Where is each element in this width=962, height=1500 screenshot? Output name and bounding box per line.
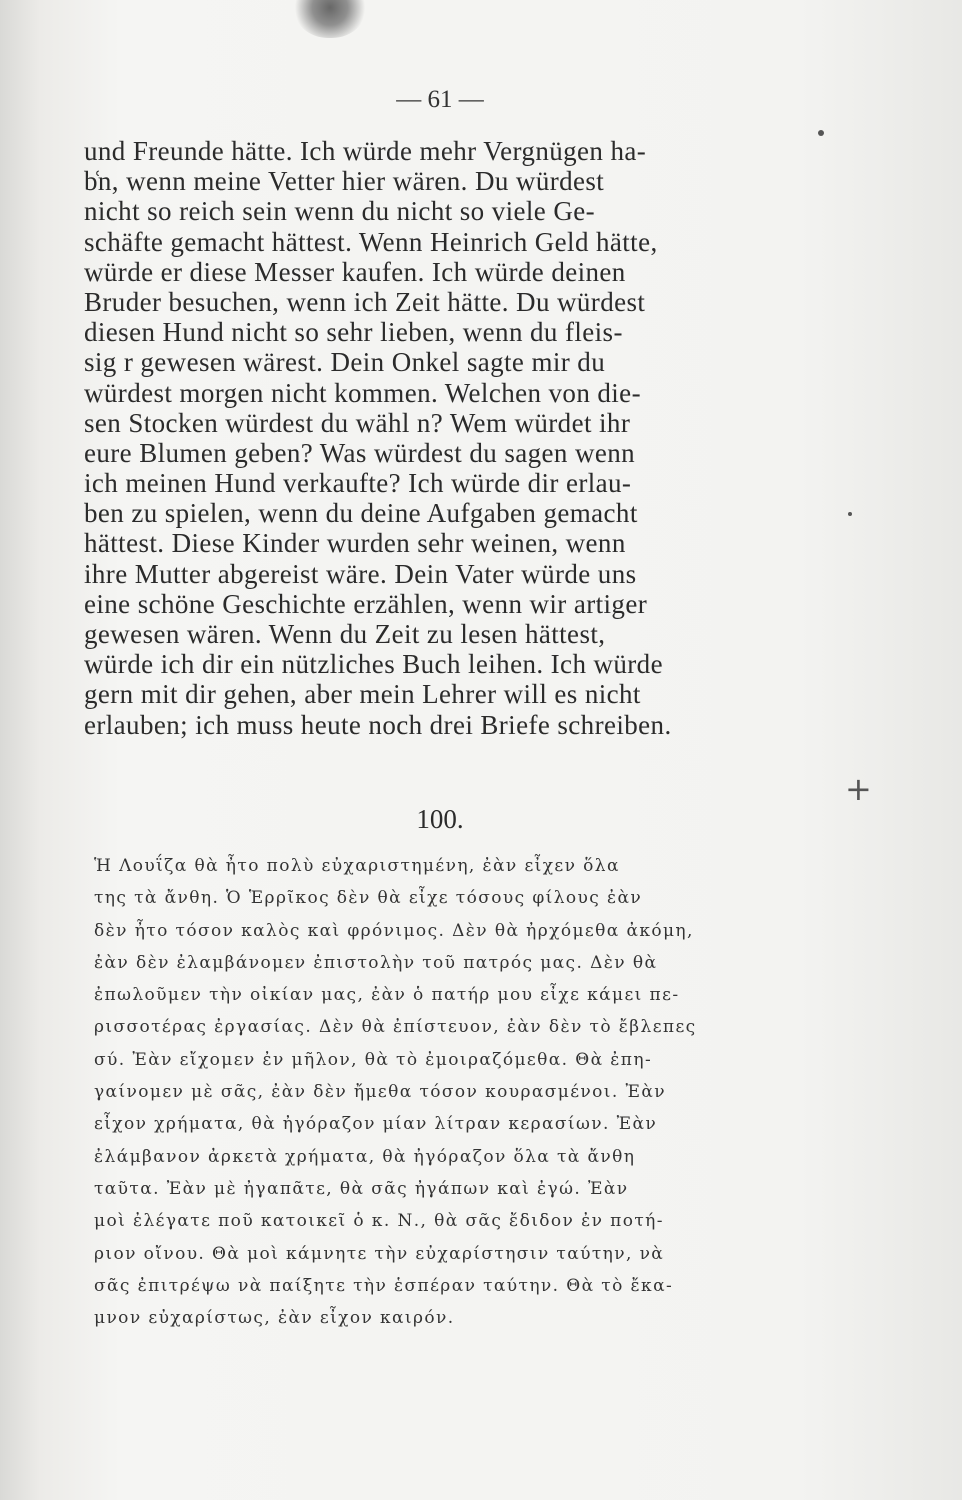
- text-line: ριον οἴνου. Θὰ μοὶ κάμνητε τὴν εὐχαρίστησιν ταύτην, νὰ: [94, 1243, 665, 1264]
- text-line: ihre Mutter abgereist wäre. Dein Vater würde uns: [84, 558, 637, 589]
- text-line: εἶχον χρήματα, θὰ ἠγόραζον μίαν λίτραν κερασίων. Ἐὰν: [94, 1114, 658, 1135]
- text-line: σύ. Ἐὰν εἴχομεν ἐν μῆλον, θὰ τὸ ἐμοιραζόμεθα. Θὰ ἐπη-: [94, 1049, 653, 1070]
- text-line: δὲν ἦτο τόσον καλὸς καὶ φρόνιμος. Δὲν θὰ ἠρχόμεθα ἀκόμη,: [94, 920, 694, 941]
- text-line: würdest morgen nicht kommen. Welchen von die-: [84, 377, 641, 408]
- greek-exercise-text: [94, 850, 834, 1334]
- text-line: ben zu spielen, wenn du deine Aufgaben gemacht: [84, 498, 638, 529]
- text-line: της τὰ ἄνθη. Ὁ Ἑρρῖκος δὲν θὰ εἶχε τόσους φίλους ἐὰν: [94, 888, 643, 909]
- ink-stain-mark: [290, 0, 370, 38]
- text-line: und Freunde hätte. Ich würde mehr Vergnügen ha-: [84, 136, 647, 166]
- text-line: eure Blumen geben? Was würdest du sagen wenn: [84, 437, 636, 468]
- text-line: ἐὰν δὲν ἐλαμβάνομεν ἐπιστολὴν τοῦ πατρός μας. Δὲν θὰ: [94, 952, 658, 973]
- text-line: gern mit dir gehen, aber mein Lehrer will es nicht: [84, 679, 641, 710]
- text-line: würde er diese Messer kaufen. Ich würde deinen: [84, 256, 626, 287]
- german-exercise-text: [84, 136, 814, 740]
- text-line: würde ich dir ein nützliches Buch leihen. Ich würde: [84, 649, 663, 680]
- text-line: b͑n, wenn meine Vetter hier wären. Du würdest: [84, 166, 605, 197]
- ink-dot: [818, 130, 824, 136]
- text-line: ταῦτα. Ἐὰν μὲ ἠγαπᾶτε, θὰ σᾶς ἠγάπων καὶ ἐγώ. Ἐὰν: [94, 1178, 629, 1199]
- text-line: σᾶς ἐπιτρέψω νὰ παίξητε τὴν ἑσπέραν ταύτην. Θὰ τὸ ἔκα-: [94, 1275, 674, 1296]
- text-line: hättest. Diese Kinder wurden sehr weinen, wenn: [84, 528, 626, 559]
- text-line: Bruder besuchen, wenn ich Zeit hätte. Du würdest: [84, 286, 646, 317]
- text-line: schäfte gemacht hättest. Wenn Heinrich Geld hätte,: [84, 226, 658, 257]
- text-line: gewesen wären. Wenn du Zeit zu lesen hättest,: [84, 619, 606, 649]
- text-line: nicht so reich sein wenn du nicht so viele Ge-: [84, 196, 596, 227]
- text-line: eine schöne Geschichte erzählen, wenn wir artiger: [84, 588, 648, 619]
- ink-dot: [848, 512, 852, 516]
- text-line: ἐπωλοῦμεν τὴν οἰκίαν μας, ἐὰν ὁ πατήρ μου εἶχε κάμει πε-: [94, 985, 680, 1006]
- page-number: — 61 —: [396, 86, 484, 113]
- text-line: Ἡ Λουΐζα θὰ ἦτο πολὺ εὐχαριστημένη, ἐὰν εἶχεν ὅλα: [94, 856, 620, 876]
- text-line: diesen Hund nicht so sehr lieben, wenn du fleis-: [84, 317, 623, 348]
- plus-mark-icon: +: [845, 770, 872, 808]
- text-line: sen Stocken würdest du wähl n? Wem würdet ihr: [84, 407, 631, 438]
- text-line: μοὶ ἐλέγατε ποῦ κατοικεῖ ὁ κ. Ν., θὰ σᾶς ἔδιδον ἐν ποτή-: [94, 1211, 664, 1232]
- text-line: μνον εὐχαρίστως, ἐὰν εἶχον καιρόν.: [94, 1308, 455, 1329]
- text-line: sig r gewesen wärest. Dein Onkel sagte mir du: [84, 347, 606, 378]
- text-line: ρισσοτέρας ἐργασίας. Δὲν θὰ ἐπίστευον, ἐὰν δὲν τὸ ἔβλεπες: [94, 1017, 697, 1038]
- text-line: γαίνομεν μὲ σᾶς, ἐὰν δὲν ἤμεθα τόσον κουρασμένοι. Ἐὰν: [94, 1082, 666, 1103]
- text-line: ἐλάμβανον ἀρκετὰ χρήματα, θὰ ἠγόραζον ὅλα τὰ ἄνθη: [94, 1146, 636, 1167]
- text-line: erlauben; ich muss heute noch drei Briefe schreiben.: [84, 709, 672, 740]
- text-line: ich meinen Hund verkaufte? Ich würde dir erlau-: [84, 468, 632, 499]
- section-number: 100.: [416, 804, 464, 834]
